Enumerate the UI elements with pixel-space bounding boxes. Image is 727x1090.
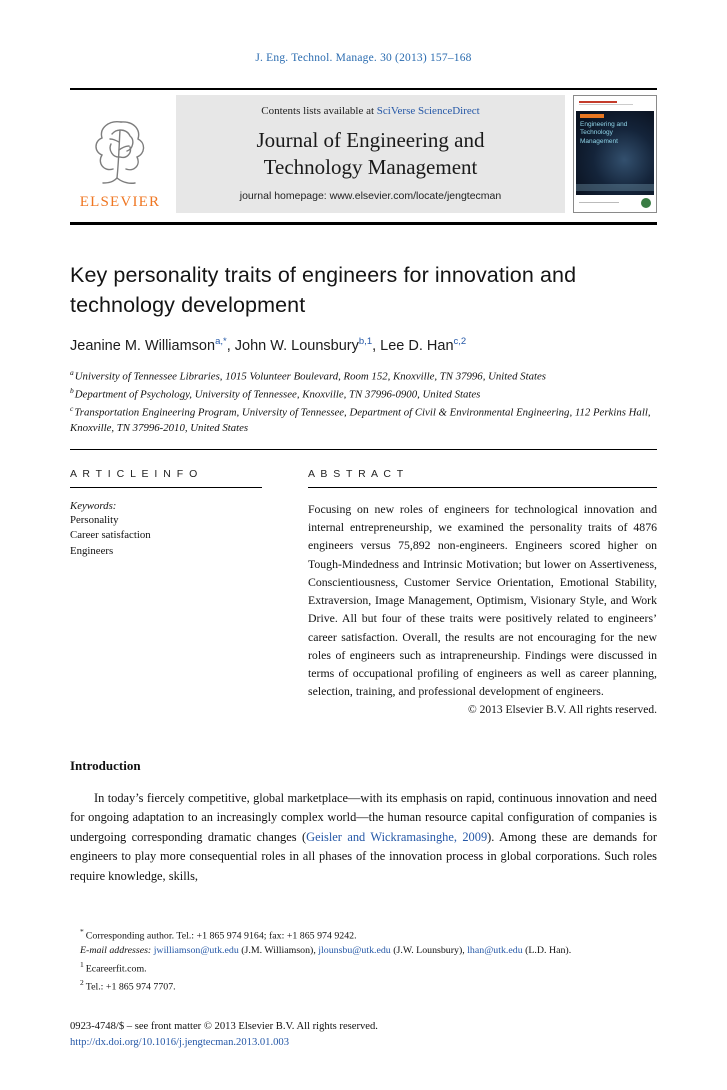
affiliation-marker: a xyxy=(70,368,74,378)
doi-link[interactable]: http://dx.doi.org/10.1016/j.jengtecman.2013.01.003 xyxy=(70,1036,290,1048)
footnote-2 xyxy=(70,977,657,995)
footnote-marker: * xyxy=(80,927,84,937)
elsevier-wordmark: ELSEVIER xyxy=(79,194,161,210)
cover-lower-band xyxy=(576,184,654,191)
copyright-line: © 2013 Elsevier B.V. All rights reserved. xyxy=(468,703,657,716)
abstract-text: Focusing on new roles of engineers for technological innovation and internal entrepreneurship, we examined the personality traits of 4876 engineers versus 75,892 non-engineers. Engineers scored higher on Tough-Mindedness and Intrinsic Motivation; but lower on Assertiveness, Conscientiousness, Customer Service Orientation, Emotional Stability, Extraversion, Image Management, Optimism, Visionary Style, and Work Drive. All but four of these traits were positively related to engineers’ career satisfaction. Overall, the results are not encouraging for the new roles of engineers such as intrapreneurship. Findings were discussed in terms of occupational profiling of engineers as well as career planning, selection, training, and professional development of engineers. xyxy=(308,501,657,699)
introduction-heading: Introduction xyxy=(70,757,141,773)
author-line xyxy=(70,336,657,354)
journal-banner-box xyxy=(176,95,565,213)
footnote-text: (J.W. Lounsbury), xyxy=(390,945,468,957)
cover-journal-title: Engineering and Technology Management xyxy=(580,121,628,145)
email-link[interactable]: jwilliamson@utk.edu xyxy=(153,945,239,957)
cover-artwork xyxy=(576,111,654,195)
email-addresses-footnote xyxy=(70,944,657,959)
introduction-paragraph xyxy=(70,789,657,886)
affiliation-marker: c xyxy=(70,403,74,413)
cover-decor-line xyxy=(579,202,619,204)
cover-decor-line xyxy=(579,104,633,106)
footnote-text: Ecareerfit.com. xyxy=(85,963,147,975)
email-link[interactable]: lhan@utk.edu xyxy=(467,945,523,957)
footnote-text: (L.D. Han). xyxy=(522,945,572,957)
author-affiliation-marker[interactable]: b,1 xyxy=(358,336,373,348)
footnote-text: Tel.: +1 865 974 7707. xyxy=(85,981,176,993)
author-separator: , xyxy=(372,338,381,355)
issn-copyright-line: 0923-4748/$ – see front matter © 2013 Elsevier B.V. All rights reserved. xyxy=(70,1021,378,1033)
author-separator: , xyxy=(226,338,235,355)
affiliation-text: Transportation Engineering Program, University of Tennessee, Department of Civil & Environmental Engineering, 112 Perkins Hall, Knoxville, TN 37996-2010, United States xyxy=(70,406,651,435)
elsevier-logo[interactable] xyxy=(70,95,176,213)
sciverse-sciencedirect-link[interactable]: SciVerse ScienceDirect xyxy=(376,105,480,117)
elsevier-tree-icon xyxy=(89,116,151,192)
paragraph-text: In today’s fiercely competitive, global marketplace—with its emphasis on rapid, continuous innovation and need for ongoing adaptation to an increasingly complex world—the human resource capital configuration of companies is undergoing corresponding dramatic changes ( xyxy=(70,790,657,844)
article-info-rule xyxy=(70,487,262,488)
keyword-item: Engineers xyxy=(70,544,114,557)
author-affiliation-marker[interactable]: a,* xyxy=(215,336,227,348)
journal-title xyxy=(182,127,559,181)
journal-cover-thumbnail[interactable] xyxy=(573,95,657,213)
front-matter-footer xyxy=(70,1019,657,1050)
cover-decor-line xyxy=(579,101,617,103)
journal-homepage-link[interactable]: journal homepage: www.elsevier.com/locate/jengtecman xyxy=(239,189,502,202)
header-bottom-rule xyxy=(70,222,657,225)
article-info-heading: A R T I C L E I N F O xyxy=(70,467,199,480)
abstract-column xyxy=(308,468,657,716)
email-link[interactable]: jlounsbu@utk.edu xyxy=(318,945,391,957)
top-rule xyxy=(70,88,657,90)
footnotes-block xyxy=(70,926,657,995)
keyword-item: Career satisfaction xyxy=(70,529,151,542)
citation-link[interactable]: Geisler and Wickramasinghe, 2009 xyxy=(306,829,488,844)
abstract-heading: A B S T R A C T xyxy=(308,467,405,480)
footnote-text: Corresponding author. Tel.: +1 865 974 9164; fax: +1 865 974 9242. xyxy=(85,930,357,942)
keywords-label: Keywords: xyxy=(70,499,117,512)
affiliation-text: Department of Psychology, University of Tennessee, Knoxville, TN 37996-0900, United States xyxy=(74,388,481,401)
author-name: Lee D. Han xyxy=(380,338,454,355)
affiliation-line xyxy=(70,385,657,403)
keyword-item: Personality xyxy=(70,513,119,526)
info-abstract-section xyxy=(70,468,657,716)
corresponding-author-footnote xyxy=(70,926,657,944)
cover-bottom-strip xyxy=(576,195,654,210)
footnote-text: (J.M. Williamson), xyxy=(238,945,319,957)
footnote-marker: 1 xyxy=(80,960,84,970)
affiliation-line xyxy=(70,403,657,437)
contents-list-line xyxy=(182,105,559,117)
email-label: E-mail addresses: xyxy=(80,945,154,957)
paragraph-text: ). Among these are demands for engineers to play more consequential roles in all phases of the innovation process in global corporations. Such roles require knowledge, skills, xyxy=(70,829,657,883)
footnote-1 xyxy=(70,959,657,977)
footnote-marker: 2 xyxy=(80,978,84,988)
contents-prefix-text: Contents lists available at xyxy=(261,105,377,117)
affiliation-text: University of Tennessee Libraries, 1015 Volunteer Boulevard, Room 152, Knoxville, TN 37996, United States xyxy=(74,370,546,383)
author-affiliation-marker[interactable]: c,2 xyxy=(453,336,467,348)
author-name: John W. Lounsbury xyxy=(234,338,359,355)
cover-publisher-emblem xyxy=(641,198,651,208)
affiliation-marker: b xyxy=(70,385,74,395)
journal-citation-line: J. Eng. Technol. Manage. 30 (2013) 157–168 xyxy=(255,52,472,64)
article-title: Key personality traits of engineers for innovation and technology development xyxy=(70,263,577,317)
journal-title-line1: Journal of Engineering and xyxy=(256,128,485,152)
article-info-column xyxy=(70,468,262,716)
affiliations-bottom-rule xyxy=(70,449,657,450)
affiliation-line xyxy=(70,367,657,385)
author-name: Jeanine M. Williamson xyxy=(70,338,216,355)
cover-top-strip xyxy=(576,98,654,111)
abstract-rule xyxy=(308,487,657,488)
journal-header-banner xyxy=(70,95,657,213)
journal-title-line2: Technology Management xyxy=(263,154,478,179)
affiliations-block xyxy=(70,367,657,437)
cover-orange-bar xyxy=(580,114,604,118)
